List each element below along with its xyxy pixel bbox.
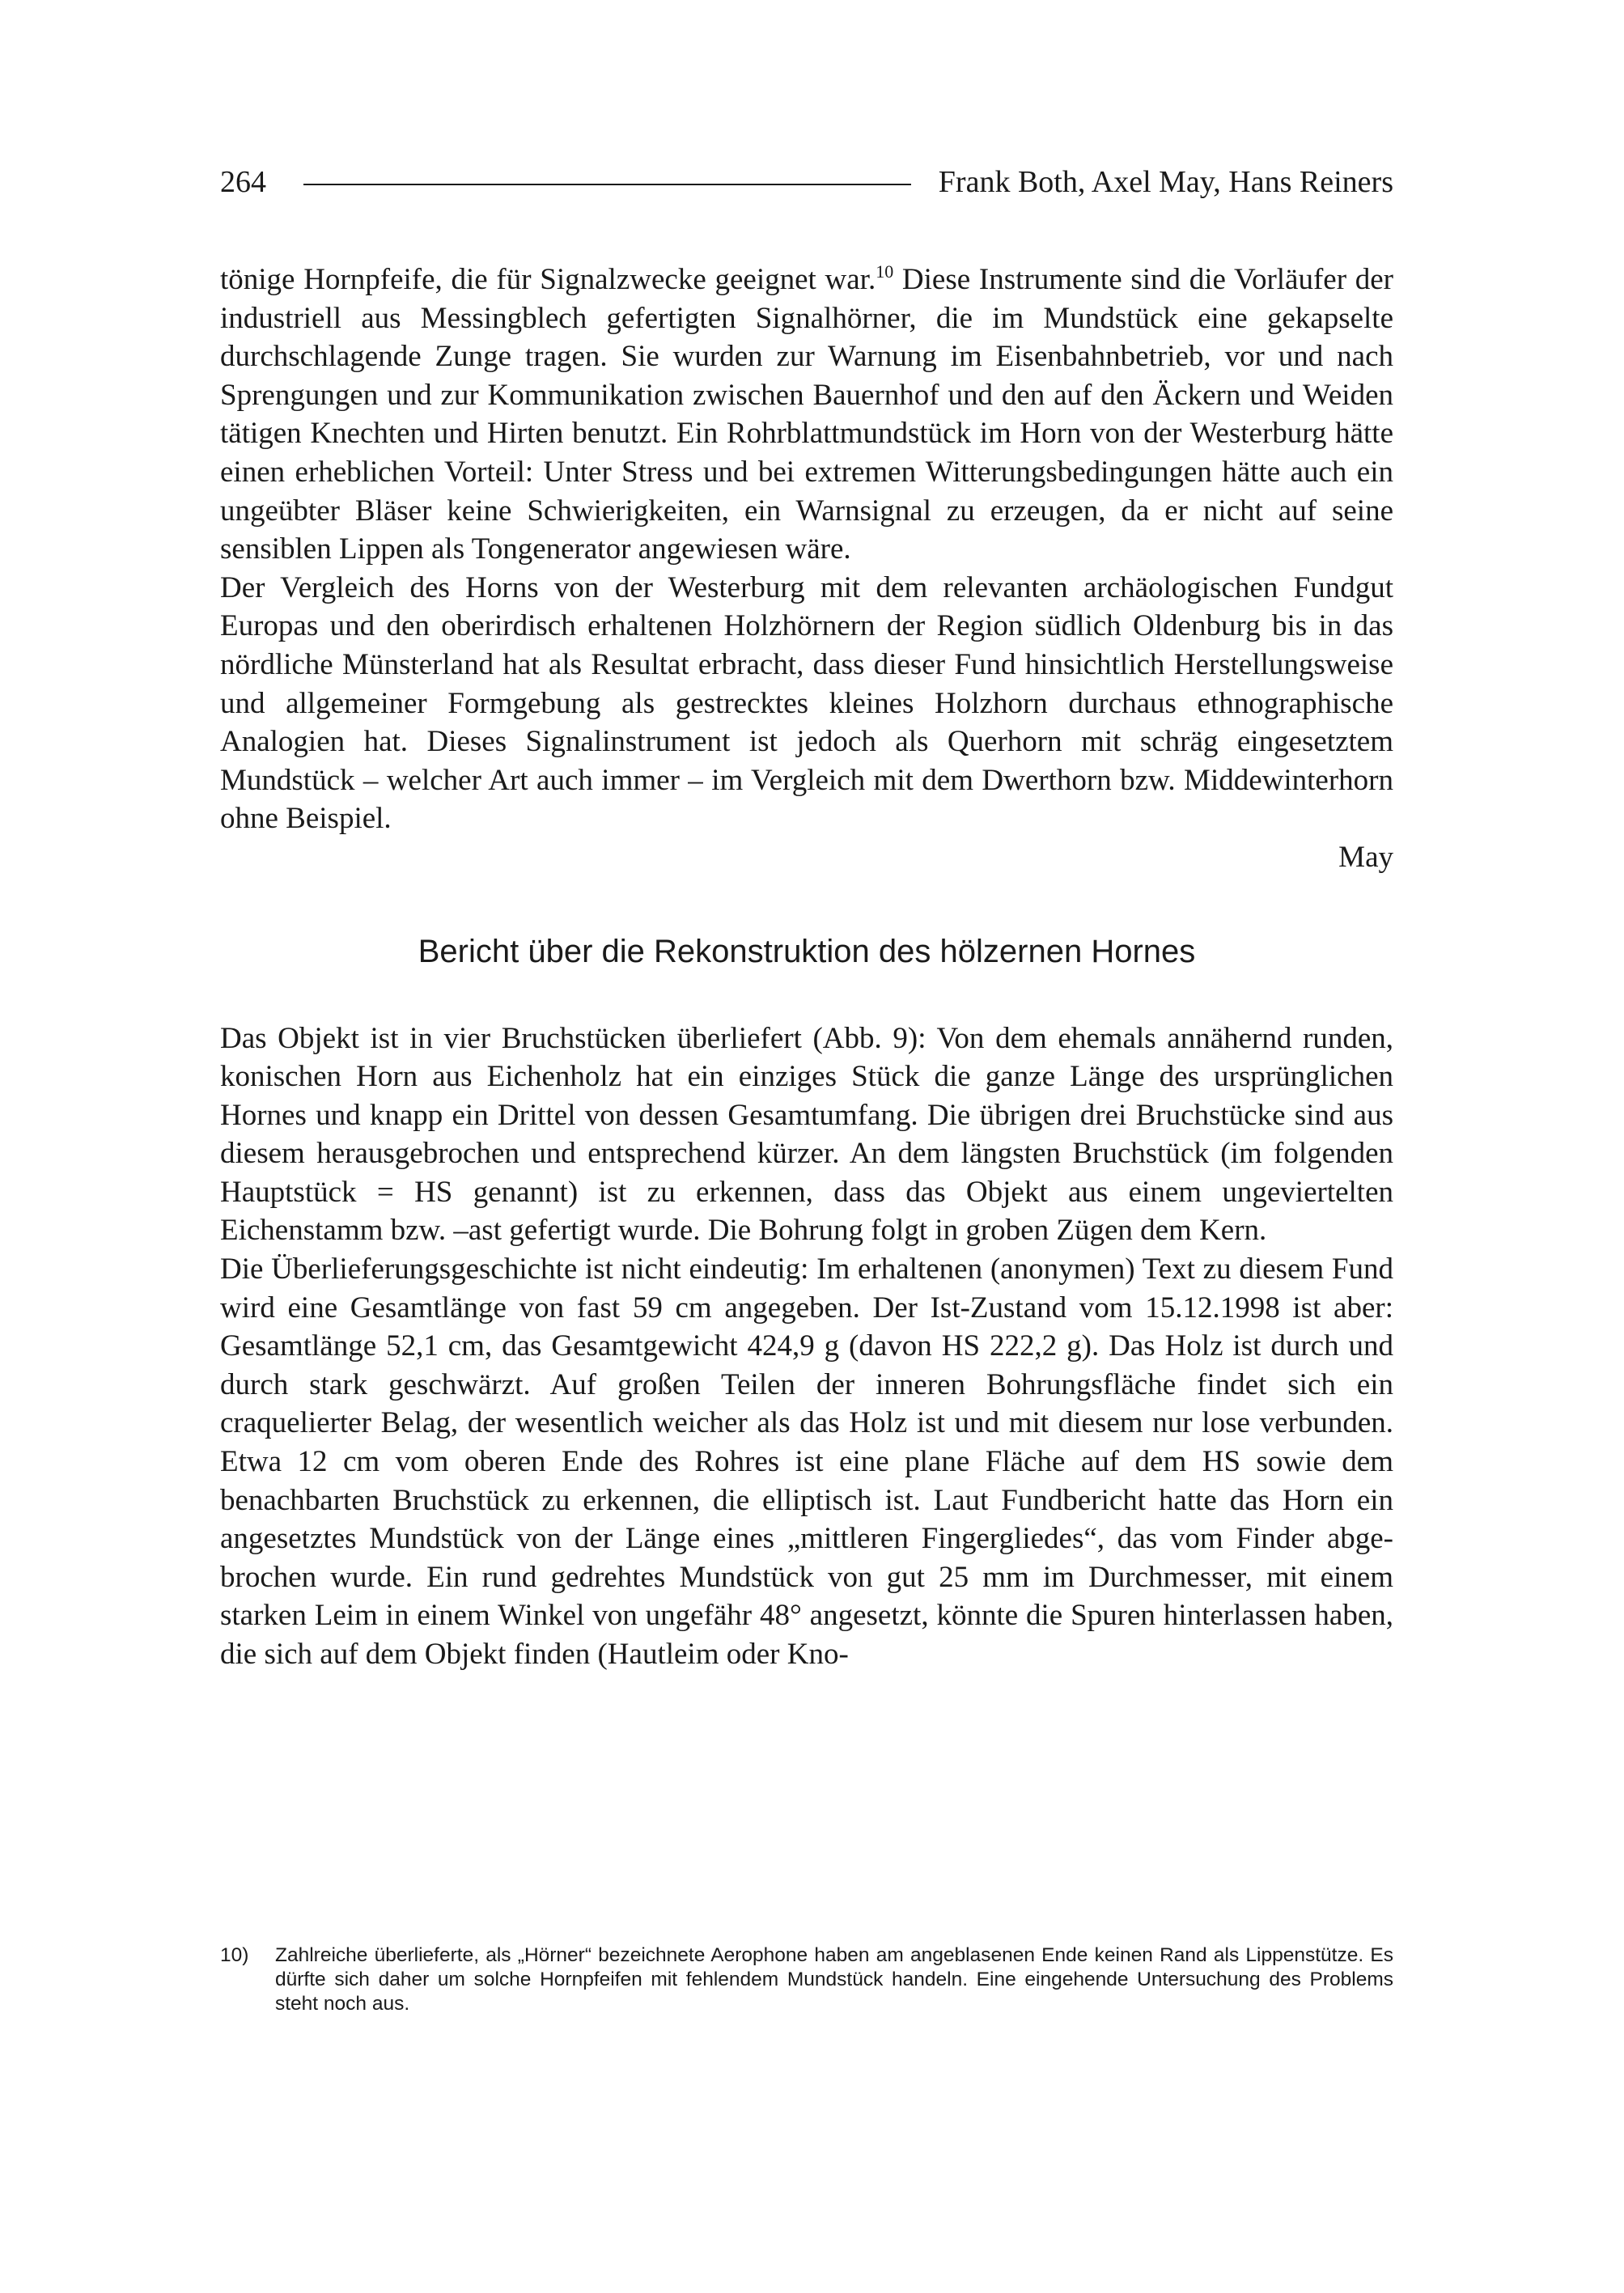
section-heading: Bericht über die Rekonstruktion des hölzernen Hornes	[418, 933, 1196, 969]
body-text	[220, 261, 1393, 1674]
footnote-number: 10)	[220, 1944, 249, 1966]
paragraph: Der Vergleich des Horns von der Westerburg mit dem relevanten archäologischen Fundgut Europas und den oberirdisch erhaltenen Holzhörnern der Region südlich Oldenburg bis in das nördliche Münsterland hat als Resultat erbracht, dass dieser Fund hinsichtlich Herstellungsweise und allgemeiner Formgebung als gestrecktes kleines Holzhorn durchaus ethnographische Analogien hat. Dieses Signalinstrument ist jedoch als Querhorn mit schräg eingesetztem Mundstück – welcher Art auch immer – im Vergleich mit dem Dwerthorn bzw. Middewinterhorn ohne Beispiel.	[220, 570, 1393, 836]
running-head-authors: Frank Both, Axel May, Hans Reiners	[938, 165, 1393, 199]
footnote-text: Zahlreiche überlieferte, als „Hörner“ bezeichnete Aerophone haben am angeblasenen Ende keinen Rand als Lippenstütze. Es dürfte sich daher um solche Hornpfeifen mit fehlendem Mundstück handeln. Eine eingehende Untersuchung des Problems steht noch aus.	[275, 1944, 1393, 2015]
header-rule	[303, 184, 911, 185]
paragraph	[220, 261, 1393, 569]
footnote	[220, 1943, 1393, 2016]
paragraph-text: tönige Hornpfeife, die für Signalzwecke geeignet war.	[220, 263, 876, 296]
page-number: 264	[220, 165, 266, 199]
paragraph-text: Diese Instrumente sind die Vorläufer der industriell aus Messingblech gefertigten Signalhörner, die im Mundstück eine gekapselte durchschlagende Zunge tragen. Sie wurden zur Warnung im Eisenbahnbetrieb, vor und nach Sprengungen und zur Kommunikation zwischen Bauernhof und den auf den Äckern und Weiden tätigen Knechten und Hirten benutzt. Ein Rohrblattmundstück im Horn von der Westerburg hätte einen erheblichen Vorteil: Unter Stress und bei extremen Witterungsbedingungen hätte auch ein ungeübter Bläser keine Schwierigkeiten, ein Warnsignal zu erzeugen, da er nicht auf seine sensiblen Lippen als Tongenerator angewiesen wäre.	[220, 263, 1394, 566]
running-head	[220, 162, 1393, 202]
footnote-reference[interactable]: 10	[876, 261, 894, 282]
page	[220, 162, 1393, 1674]
author-signature: May	[1338, 840, 1393, 874]
footnotes	[220, 1943, 1393, 2016]
paragraph: Das Objekt ist in vier Bruchstücken überliefert (Abb. 9): Von dem ehemals annähernd runden, konischen Horn aus Eichenholz hat ein einziges Stück die ganze Länge des ursprünglichen Hornes und knapp ein Drittel von dessen Gesamtumfang. Die übrigen drei Bruchstücke sind aus diesem herausgebrochen und entsprechend kürzer. An dem längsten Bruchstück (im folgenden Hauptstück = HS genannt) ist zu erkennen, dass das Objekt aus einem ungeviertelten Eichenstamm bzw. –ast gefertigt wurde. Die Bohrung folgt in groben Zügen dem Kern.	[220, 1021, 1393, 1248]
paragraph: Die Überlieferungsgeschichte ist nicht eindeutig: Im erhaltenen (anonymen) Text zu diesem Fund wird eine Gesamtlänge von fast 59 cm angegeben. Der Ist-Zustand vom 15.12.1998 ist aber: Gesamtlänge 52,1 cm, das Gesamtgewicht 424,9 g (davon HS 222,2 g). Das Holz ist durch und durch stark geschwärzt. Auf großen Teilen der inneren Bohrungsfläche findet sich ein craquelierter Belag, der wesentlich weicher als das Holz ist und mit diesem nur lose verbunden. Etwa 12 cm vom oberen Ende des Rohres ist eine plane Fläche auf dem HS sowie dem benachbarten Bruchstück zu erkennen, die elliptisch ist. Laut Fundbericht hatte das Horn ein angesetztes Mundstück von der Länge eines „mittleren Fingergliedes“, das vom Finder abgebrochen wurde. Ein rund gedrehtes Mundstück von gut 25 mm im Durchmesser, mit einem starken Leim in einem Winkel von ungefähr 48° angesetzt, könnte die Spuren hinterlassen haben, die sich auf dem Objekt finden (Hautleim oder Kno-	[220, 1252, 1393, 1671]
